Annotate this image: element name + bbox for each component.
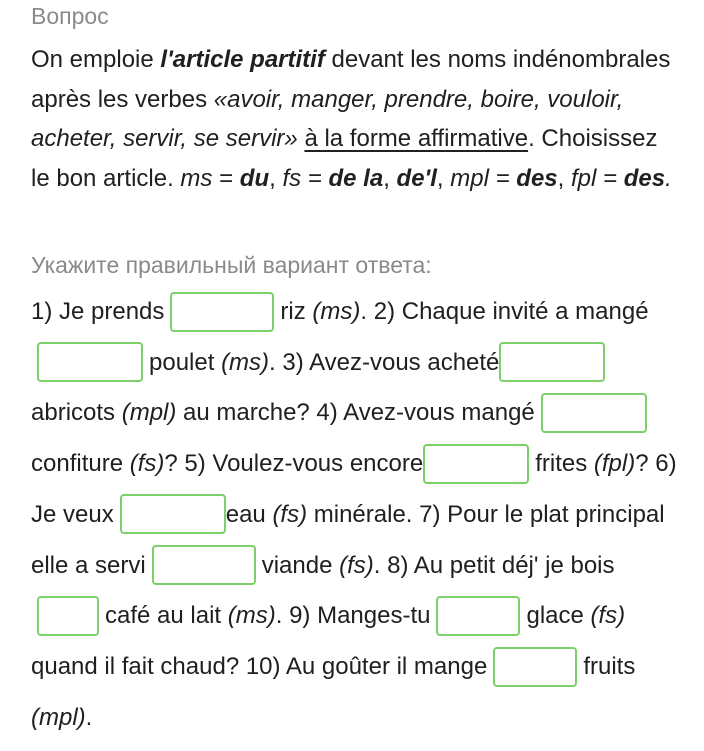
blank-10-input[interactable]: [493, 647, 577, 687]
instr-text: . Choisissez le bon article.: [31, 125, 658, 192]
exercise-segment: eau: [225, 500, 273, 528]
blank-9-input[interactable]: [436, 596, 520, 636]
exercise-segment: minérale. 7) Pour le plat principal elle a servi: [31, 500, 665, 579]
instr-text: On emploie: [31, 46, 161, 73]
exercise-segment: riz: [280, 298, 313, 325]
gender-hint: (mpl): [31, 703, 86, 731]
instr-text: ,: [436, 164, 451, 192]
exercise-segment: ? 6) Je veux: [31, 450, 677, 528]
gender-hint: (ms): [312, 298, 361, 325]
instr-de-la: de la: [328, 164, 384, 192]
blank-5-input[interactable]: [423, 444, 529, 484]
blank-2-input[interactable]: [37, 342, 143, 382]
instr-des: des: [623, 164, 666, 192]
instr-text: ,: [383, 164, 397, 192]
instr-ms: ms: [180, 164, 213, 192]
blank-3-input[interactable]: [499, 342, 605, 382]
blank-4-input[interactable]: [541, 393, 647, 433]
exercise-segment: 1) Je prends: [31, 298, 165, 325]
exercise-segment: . 3) Avez-vous acheté: [269, 348, 500, 376]
gender-hint: (fs): [590, 602, 626, 630]
gender-hint: (fs): [339, 551, 374, 579]
instr-fpl: fpl: [571, 164, 597, 192]
instr-des: des: [516, 164, 558, 192]
gender-hint: (ms): [221, 348, 270, 376]
instr-text: =: [301, 164, 329, 192]
exercise-segment: café au lait: [105, 602, 228, 630]
exercise-segment: fruits: [583, 652, 636, 680]
question-label: Вопрос: [31, 3, 109, 29]
blank-8-input[interactable]: [37, 596, 99, 636]
exercise-segment: . 8) Au petit déj' je bois: [373, 551, 615, 579]
question-instruction: [31, 40, 681, 198]
instr-text: =: [212, 164, 240, 192]
instr-text: ,: [557, 164, 571, 192]
blank-1-input[interactable]: [170, 292, 274, 332]
exercise-segment: frites: [535, 450, 594, 478]
blank-7-input[interactable]: [152, 545, 256, 585]
instr-mpl: mpl: [450, 164, 489, 192]
gender-hint: (fs): [129, 450, 165, 478]
answer-label: Укажите правильный вариант ответа:: [31, 252, 432, 278]
exercise-segment: poulet: [149, 348, 222, 376]
exercise-text: [31, 287, 681, 743]
exercise-segment: abricots: [31, 399, 122, 427]
instr-text: ,: [269, 164, 283, 192]
exercise-segment: au marche? 4) Avez-vous mangé: [176, 399, 535, 427]
gender-hint: (mpl): [121, 399, 177, 427]
exercise-segment: ? 5) Voulez-vous encore: [164, 450, 424, 478]
blank-6-input[interactable]: [120, 494, 226, 534]
gender-hint: (ms): [227, 602, 276, 630]
instr-text: =: [488, 164, 517, 192]
instr-de-l: de'l: [396, 164, 437, 192]
instr-text: .: [665, 164, 672, 192]
gender-hint: (fpl): [593, 450, 636, 478]
exercise-segment: .: [85, 703, 93, 731]
exercise-segment: viande: [261, 551, 340, 579]
instr-verbs: «avoir, manger, prendre, boire, vouloir, acheter, servir, se servir»: [31, 85, 624, 152]
gender-hint: (fs): [272, 500, 308, 528]
exercise-segment: glace: [526, 602, 591, 630]
instr-text: devant les noms indénombrales après les verbes: [31, 46, 671, 113]
exercise-segment: quand il fait chaud? 10) Au goûter il mange: [31, 652, 488, 680]
instr-term: l'article partitif: [160, 46, 325, 73]
exercise-segment: confiture: [31, 450, 130, 478]
exercise-segment: . 2) Chaque invité a mangé: [360, 298, 649, 325]
instr-text: =: [596, 164, 624, 192]
instr-affirmative: à la forme affirmative: [304, 125, 529, 152]
exercise-segment: . 9) Manges-tu: [275, 602, 431, 630]
instr-du: du: [239, 164, 270, 192]
instr-fs: fs: [282, 164, 302, 192]
